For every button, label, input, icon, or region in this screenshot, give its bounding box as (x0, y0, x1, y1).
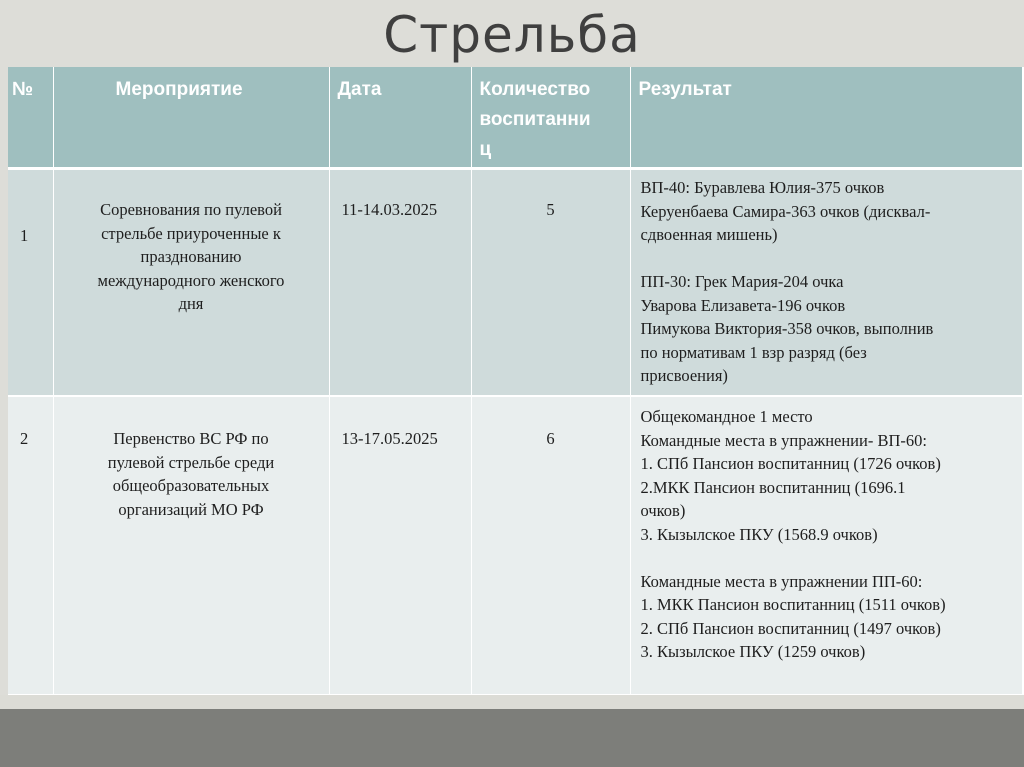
event-line: Соревнования по пулевой (100, 200, 282, 219)
event-line: Первенство ВС РФ по (113, 429, 269, 448)
result-line: Уварова Елизавета-196 очков (640, 295, 846, 315)
row-num-cell: 1 (8, 169, 53, 397)
row-result-cell (630, 396, 1022, 694)
result-line: Командные места в упражнении- ВП-60: (640, 430, 927, 450)
header-date: Дата (329, 67, 471, 169)
result-line (641, 247, 1018, 271)
event-line: общеобразовательных (112, 476, 270, 495)
row-event-cell (53, 396, 329, 694)
result-line: 3. Кызылское ПКУ (1568.9 очков) (640, 524, 878, 544)
slide-title: Стрельба (383, 6, 641, 64)
header-count-line: Количество (479, 79, 591, 100)
event-line: пулевой стрельбе среди (107, 452, 275, 472)
header-num: № (8, 67, 53, 169)
header-count-line: ц (479, 139, 492, 160)
row-date-cell: 13-17.05.2025 (329, 396, 471, 694)
result-line: Общекомандное 1 место (640, 407, 813, 426)
result-line: 1. СПб Пансион воспитанниц (1726 очков) (640, 454, 941, 473)
result-line: 1. МКК Пансион воспитанниц (1511 очков) (640, 595, 946, 614)
row-result-cell (630, 169, 1022, 397)
result-line: 3. Кызылское ПКУ (1259 очков) (640, 642, 866, 661)
result-line: присвоения) (640, 366, 728, 385)
row-event-cell (53, 169, 329, 397)
results-table (8, 67, 1023, 694)
result-line: Пимукова Виктория-358 очков, выполнив (640, 319, 934, 338)
header-count (471, 67, 630, 169)
event-line: организаций МО РФ (118, 499, 264, 519)
header-event: Мероприятие (53, 67, 329, 169)
result-line: сдвоенная мишень) (640, 225, 778, 244)
footer-bar (0, 709, 1024, 767)
row-date-cell: 11-14.03.2025 (329, 169, 471, 397)
result-line: ПП-30: Грек Мария-204 очка (640, 272, 844, 291)
row-count-cell: 6 (471, 396, 630, 694)
result-line: очков) (640, 501, 686, 520)
result-line: по нормативам 1 взр разряд (без (640, 342, 867, 362)
table-row (8, 396, 1022, 694)
header-result: Результат (630, 67, 1022, 169)
result-line: ВП-40: Буравлева Юлия-375 очков (640, 178, 885, 197)
table-row (8, 169, 1022, 397)
result-line: Командные места в упражнении ПП-60: (640, 571, 923, 591)
row-count-cell: 5 (471, 169, 630, 397)
row-num-cell: 2 (8, 396, 53, 694)
result-line: Керуенбаева Самира-363 очков (дисквал- (640, 201, 931, 221)
result-line: 2. СПб Пансион воспитанниц (1497 очков) (640, 618, 941, 638)
event-line: стрельбе приуроченные к (101, 223, 281, 243)
footer-gap (0, 695, 1024, 709)
event-line: празднованию (140, 247, 242, 266)
result-line: 2.МКК Пансион воспитанниц (1696.1 (640, 477, 906, 497)
table-header-row (8, 67, 1022, 169)
event-line: дня (178, 294, 204, 313)
results-table-container (8, 67, 1024, 695)
event-line: международного женского (97, 270, 285, 290)
result-line (641, 546, 1018, 570)
header-count-line: воспитанни (479, 109, 591, 130)
